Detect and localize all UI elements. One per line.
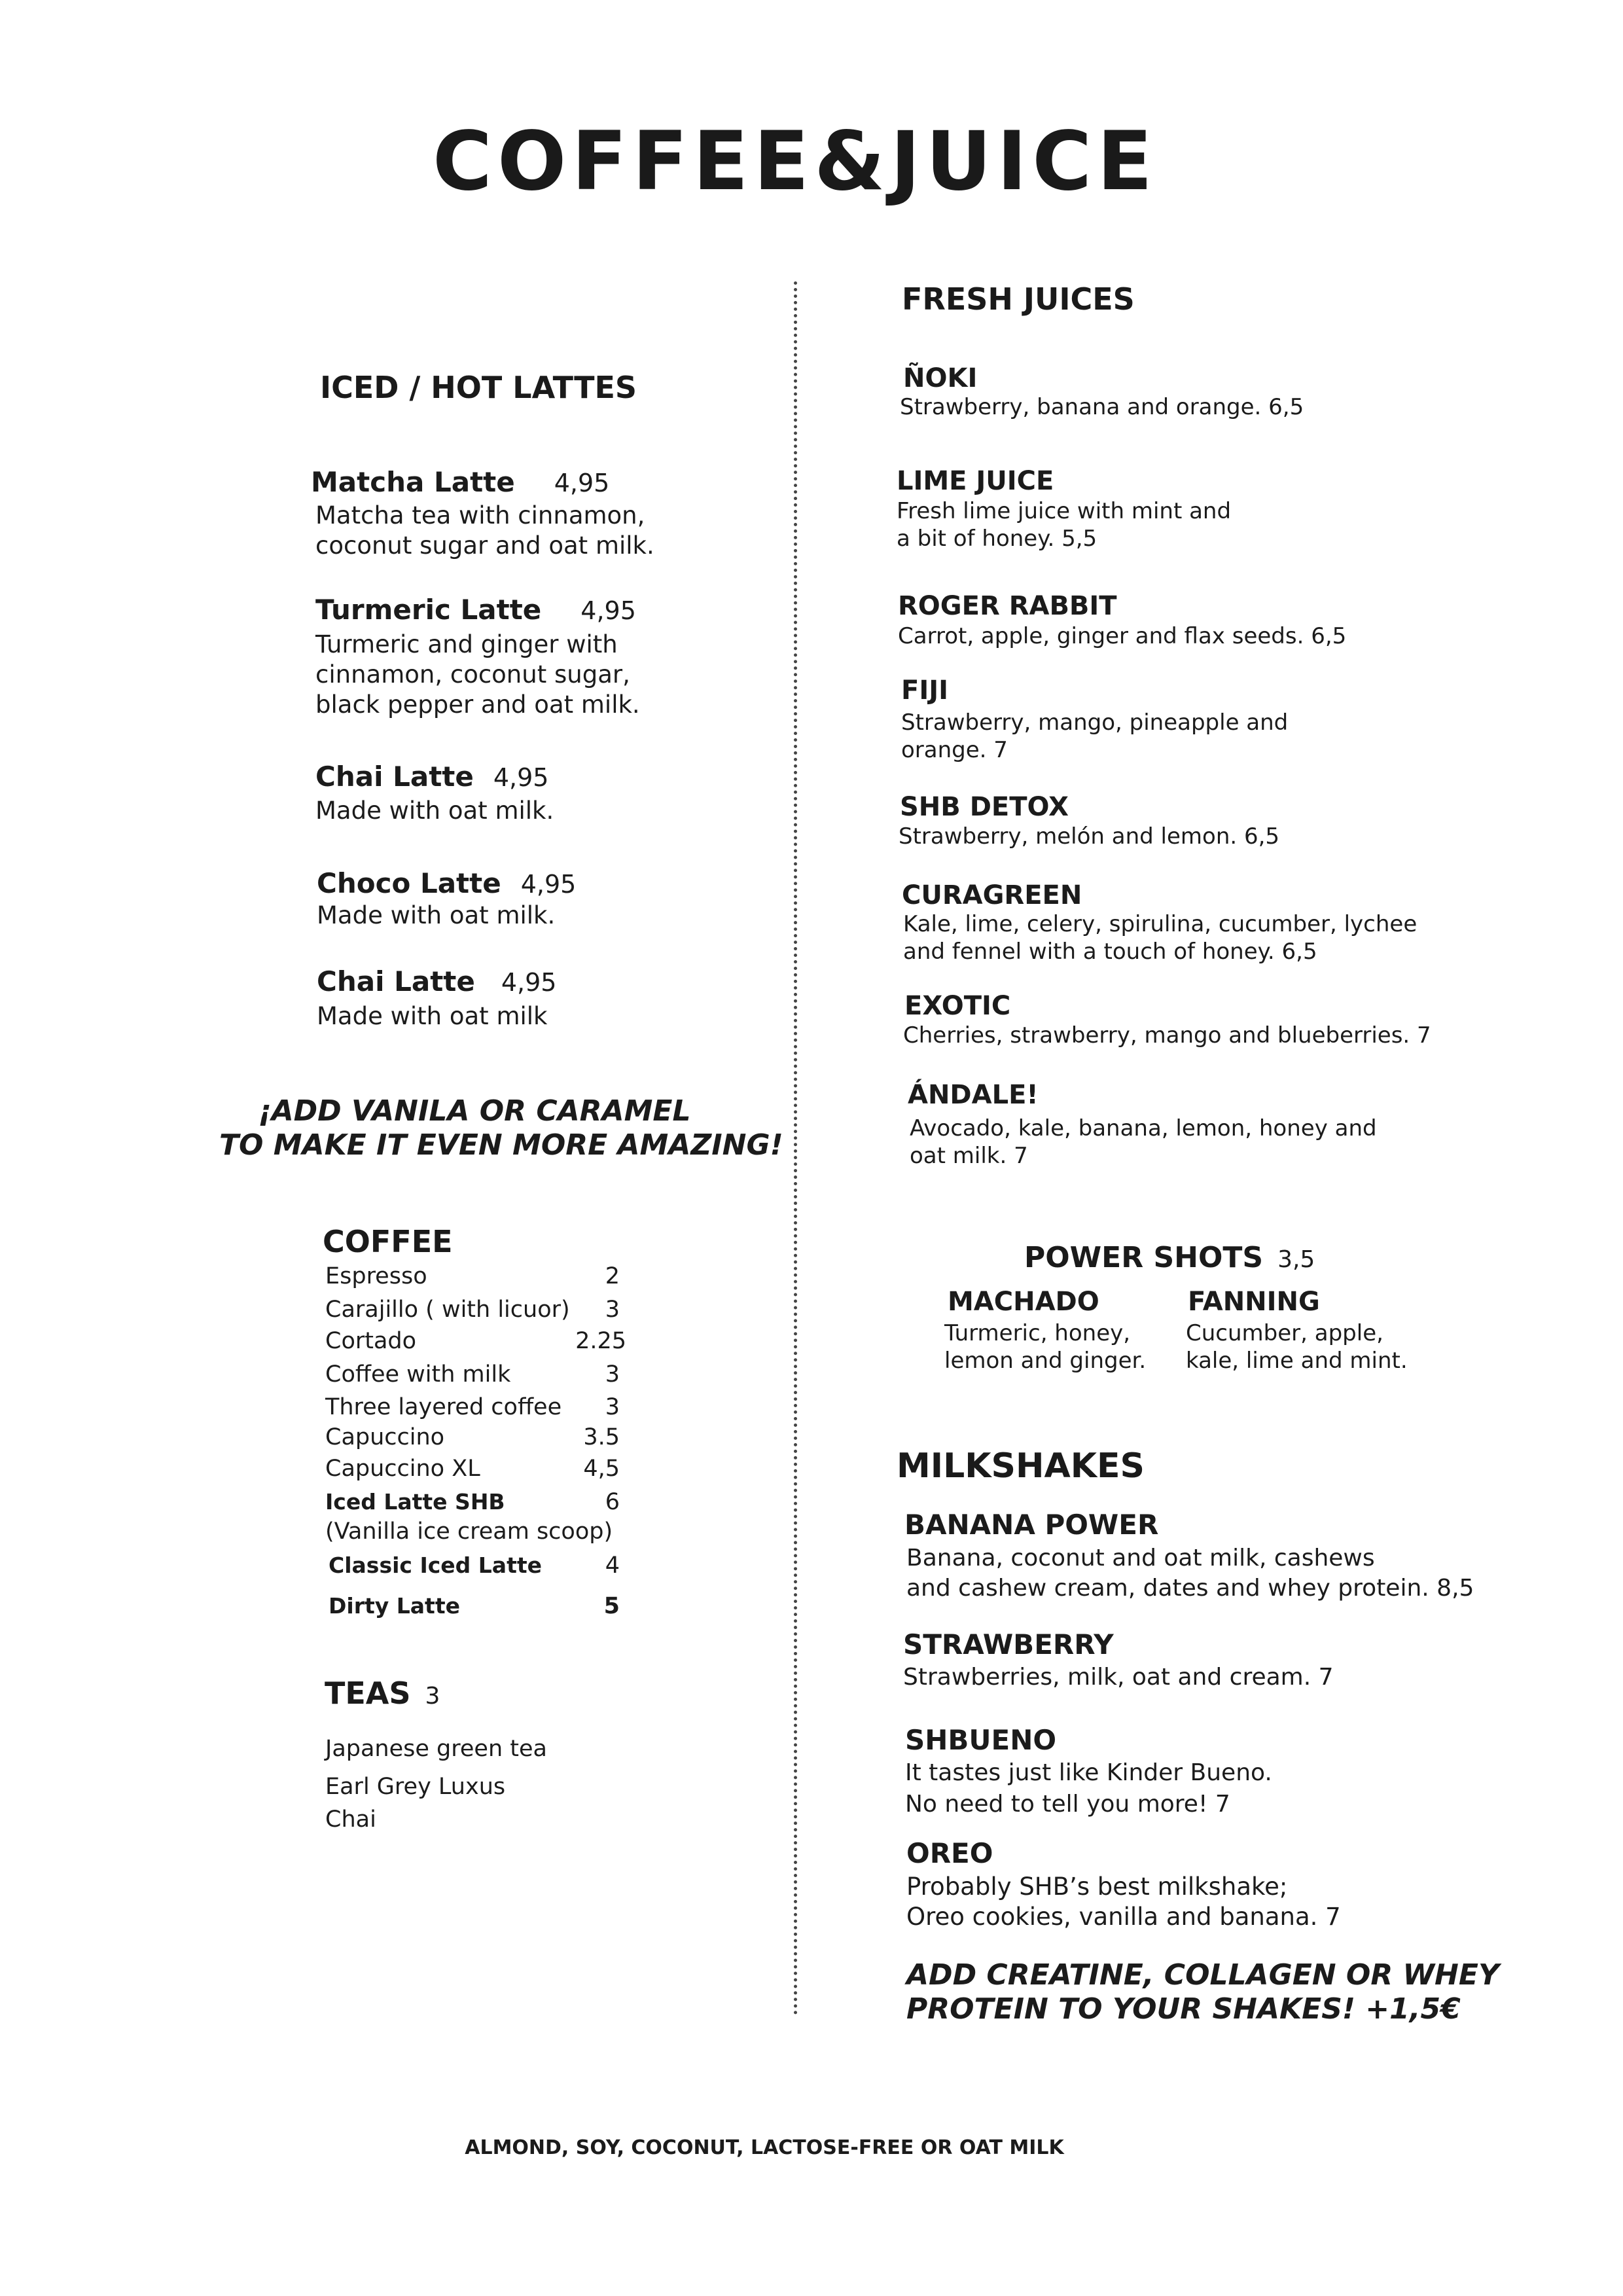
desc-line: Cherries, strawberry, mango and blueberries. 7 <box>903 1022 1431 1049</box>
coffee-item-name: Iced Latte SHB <box>325 1489 505 1515</box>
callout-line: TO MAKE IT EVEN MORE AMAZING! <box>219 1128 783 1162</box>
menu-item <box>315 594 636 626</box>
juice-description <box>897 497 1231 552</box>
coffee-item-price: 3 <box>605 1394 620 1420</box>
desc-line: Matcha tea with cinnamon, <box>315 501 645 529</box>
juice-name: ÑOKI <box>903 363 978 393</box>
menu-title: COFFEE&JUICE <box>432 115 1158 209</box>
menu-item <box>311 466 609 498</box>
coffee-item-name: Capuccino <box>325 1424 445 1450</box>
desc-line: Made with oat milk <box>317 1002 548 1030</box>
desc-line: coconut sugar and oat milk. <box>315 531 654 560</box>
desc-line: Probably SHB’s best milkshake; <box>906 1873 1288 1901</box>
coffee-heading: COFFEE <box>323 1224 453 1259</box>
menu-item <box>315 761 548 793</box>
juice-description <box>900 393 1304 421</box>
item-name: Chai Latte <box>317 965 475 997</box>
desc-line: Cucumber, apple, <box>1186 1320 1383 1346</box>
desc-line: Made with oat milk. <box>315 797 554 825</box>
callout-line: ADD CREATINE, COLLAGEN OR WHEY <box>906 1958 1499 1992</box>
coffee-item-price: 5 <box>603 1593 620 1619</box>
desc-line: cinnamon, coconut sugar, <box>315 660 630 689</box>
juice-description <box>903 1022 1431 1049</box>
desc-line: Carrot, apple, ginger and flax seeds. 6,5 <box>898 623 1347 649</box>
coffee-item-name: Espresso <box>325 1263 427 1289</box>
shot-description <box>1186 1319 1408 1374</box>
juice-description <box>903 910 1417 965</box>
item-price: 4,95 <box>520 870 577 899</box>
desc-line: Turmeric and ginger with <box>315 630 618 658</box>
juices-heading: FRESH JUICES <box>902 281 1135 317</box>
coffee-item-price: 3.5 <box>583 1424 620 1450</box>
coffee-item-price: 3 <box>605 1361 620 1388</box>
desc-line: Made with oat milk. <box>317 901 556 929</box>
item-description <box>315 796 554 826</box>
power-shots-heading-row <box>1024 1241 1315 1274</box>
desc-line: Oreo cookies, vanilla and banana. 7 <box>906 1903 1341 1931</box>
item-description <box>317 901 555 931</box>
shot-name: FANNING <box>1188 1287 1320 1317</box>
juice-name: ÁNDALE! <box>908 1080 1039 1110</box>
item-description <box>315 501 654 561</box>
milkshake-description <box>906 1872 1341 1932</box>
callout-line: ¡ADD VANILA OR CARAMEL <box>258 1094 691 1128</box>
desc-line: kale, lime and mint. <box>1186 1348 1408 1374</box>
desc-line: and cashew cream, dates and whey protein. 8,5 <box>906 1575 1474 1602</box>
milkshake-name: STRAWBERRY <box>903 1628 1114 1660</box>
desc-line: and fennel with a touch of honey. 6,5 <box>903 939 1317 965</box>
teas-heading: TEAS <box>325 1676 411 1711</box>
coffee-item-name: Cortado <box>325 1328 417 1354</box>
coffee-item-note: (Vanilla ice cream scoop) <box>325 1518 613 1545</box>
power-shots-price: 3,5 <box>1277 1246 1315 1273</box>
desc-line: lemon and ginger. <box>944 1348 1147 1374</box>
coffee-item-price: 3 <box>605 1297 620 1323</box>
milkshake-description <box>906 1543 1474 1604</box>
coffee-item-name: Carajillo ( with licuor) <box>325 1297 570 1323</box>
item-price: 4,95 <box>501 968 557 997</box>
milkshakes-heading: MILKSHAKES <box>897 1446 1145 1486</box>
juice-name: FIJI <box>901 675 948 706</box>
coffee-item-price: 2 <box>605 1263 620 1289</box>
item-description <box>317 1001 547 1031</box>
milkshake-name: OREO <box>906 1837 993 1869</box>
item-name: Turmeric Latte <box>315 594 542 626</box>
item-price: 4,95 <box>493 763 549 792</box>
desc-line: Strawberry, banana and orange. 6,5 <box>900 394 1304 420</box>
desc-line: No need to tell you more! 7 <box>905 1791 1230 1818</box>
item-name: Chai Latte <box>315 761 474 793</box>
desc-line: Strawberry, mango, pineapple and <box>901 709 1289 736</box>
desc-line: Fresh lime juice with mint and <box>897 498 1232 524</box>
desc-line: Strawberry, melón and lemon. 6,5 <box>899 823 1280 850</box>
milkshake-name: BANANA POWER <box>904 1509 1159 1541</box>
item-description <box>315 630 640 720</box>
milkshake-description <box>905 1757 1272 1820</box>
teas-price: 3 <box>425 1683 440 1710</box>
coffee-item-price: 6 <box>605 1489 620 1515</box>
coffee-item-name: Dirty Latte <box>329 1593 460 1619</box>
desc-line: oat milk. 7 <box>910 1143 1028 1169</box>
item-name: Choco Latte <box>317 867 501 899</box>
callout-line: PROTEIN TO YOUR SHAKES! +1,5€ <box>906 1992 1461 2026</box>
teas-heading-row <box>325 1676 440 1711</box>
menu-item <box>317 965 556 997</box>
desc-line: Turmeric, honey, <box>944 1320 1131 1346</box>
coffee-item-name: Coffee with milk <box>325 1361 511 1388</box>
shot-name: MACHADO <box>948 1287 1099 1317</box>
juice-description <box>910 1115 1377 1170</box>
milkshake-addon-callout <box>906 1958 1499 2026</box>
coffee-item-price: 4 <box>605 1552 620 1579</box>
juice-name: EXOTIC <box>904 991 1011 1021</box>
juice-name: CURAGREEN <box>902 880 1082 910</box>
menu-item <box>317 867 576 899</box>
coffee-item-price: 4,5 <box>583 1456 620 1482</box>
desc-line: It tastes just like Kinder Bueno. <box>905 1759 1272 1786</box>
coffee-item-name: Capuccino XL <box>325 1456 480 1482</box>
item-price: 4,95 <box>580 596 636 625</box>
milk-options-footer: ALMOND, SOY, COCONUT, LACTOSE-FREE OR OAT MILK <box>465 2136 1064 2159</box>
juice-name: ROGER RABBIT <box>898 591 1117 621</box>
lattes-heading: ICED / HOT LATTES <box>320 370 637 405</box>
juice-description <box>899 823 1279 850</box>
tea-item: Earl Grey Luxus <box>325 1774 506 1800</box>
coffee-item-price: 2.25 <box>575 1328 626 1354</box>
desc-line: black pepper and oat milk. <box>315 691 640 719</box>
coffee-item-name: Three layered coffee <box>325 1394 562 1420</box>
coffee-item-name: Classic Iced Latte <box>329 1552 543 1578</box>
juice-name: LIME JUICE <box>897 466 1054 496</box>
item-price: 4,95 <box>554 469 610 497</box>
desc-line: Avocado, kale, banana, lemon, honey and <box>910 1115 1377 1141</box>
desc-line: orange. 7 <box>901 737 1008 763</box>
shot-description <box>944 1319 1146 1374</box>
desc-line: a bit of honey. 5,5 <box>897 526 1097 552</box>
desc-line: Banana, coconut and oat milk, cashews <box>906 1545 1375 1571</box>
milkshake-name: SHBUENO <box>905 1724 1057 1756</box>
column-divider <box>794 281 797 2016</box>
desc-line: Strawberries, milk, oat and cream. 7 <box>903 1664 1334 1691</box>
milkshake-description <box>903 1664 1334 1691</box>
power-shots-heading: POWER SHOTS <box>1024 1241 1264 1274</box>
desc-line: Kale, lime, celery, spirulina, cucumber, lychee <box>903 911 1418 937</box>
juice-description <box>898 622 1346 650</box>
item-name: Matcha Latte <box>311 466 515 498</box>
tea-item: Chai <box>325 1806 376 1833</box>
juice-name: SHB DETOX <box>900 792 1069 822</box>
latte-addon-callout <box>219 1094 783 1162</box>
tea-item: Japanese green tea <box>325 1736 547 1762</box>
juice-description <box>901 709 1288 764</box>
